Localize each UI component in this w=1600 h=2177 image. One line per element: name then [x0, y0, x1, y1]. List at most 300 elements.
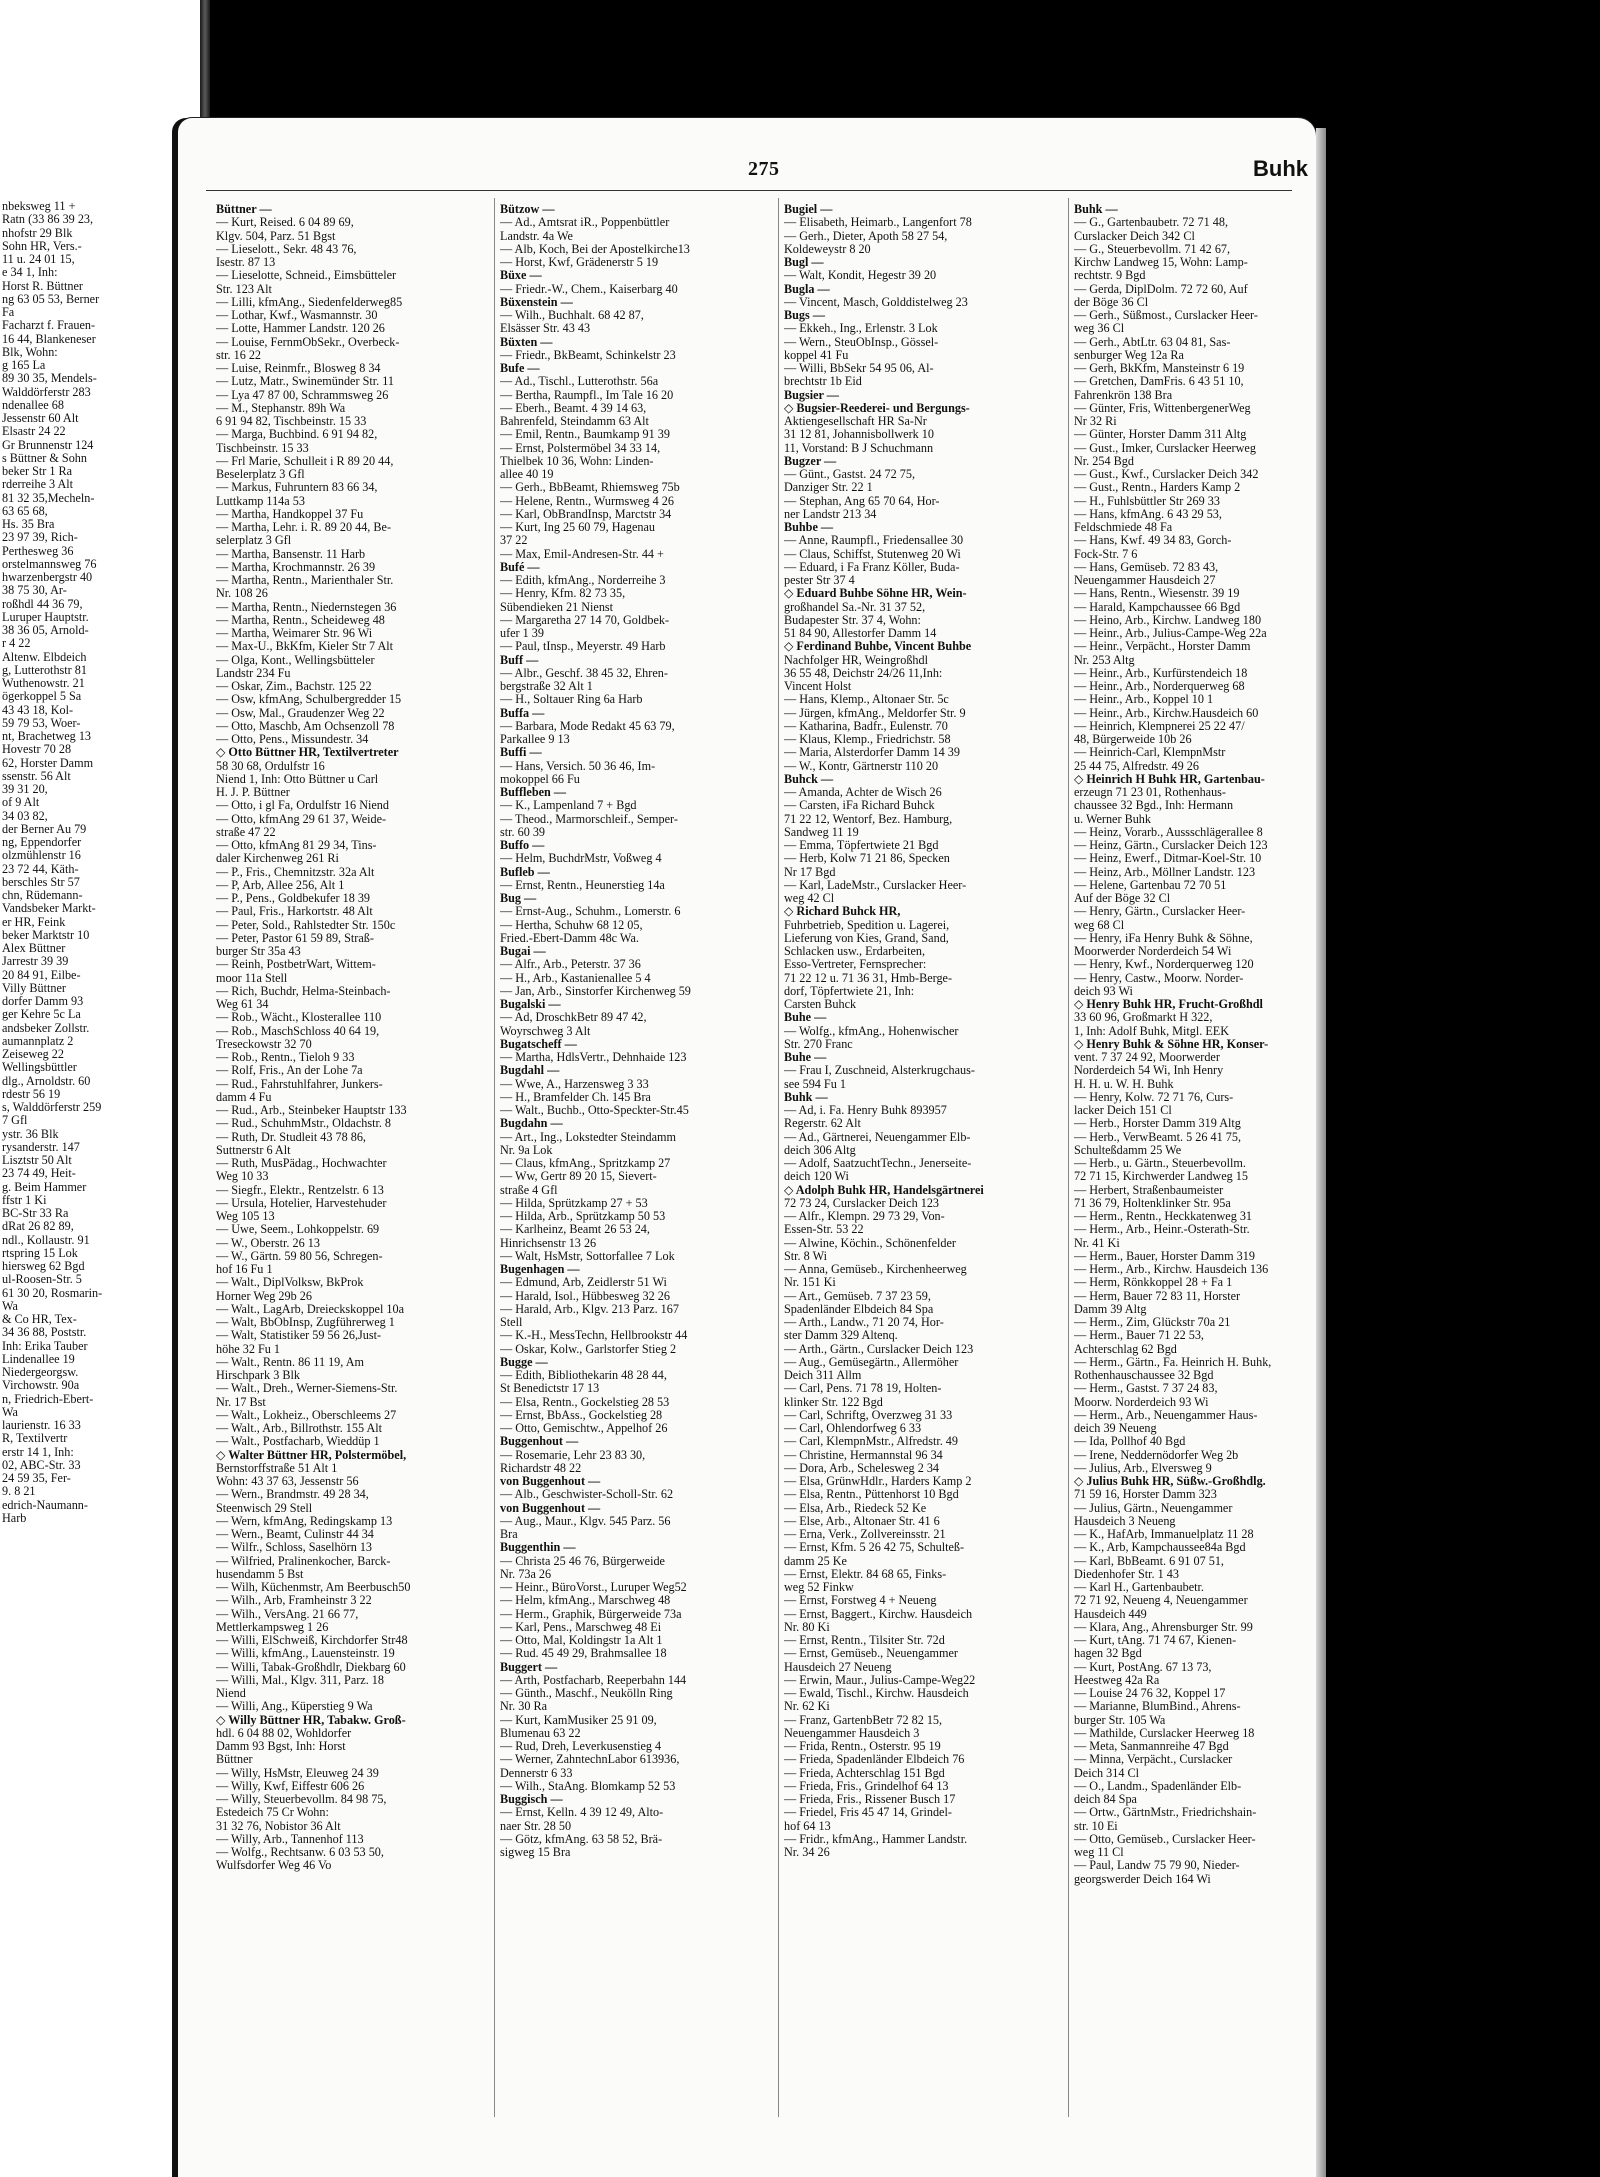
directory-line: Danziger Str. 22 1 — [784, 480, 873, 495]
directory-line: — Hans, Versich. 50 36 46, Im- — [500, 758, 656, 773]
directory-line: 72 71 15, Kirchwerder Landweg 15 — [1074, 1169, 1248, 1184]
directory-line: — M., Stephanstr. 89h Wa — [216, 400, 346, 415]
directory-line: — Elsa, Rentn., Gockelstieg 28 53 — [500, 1394, 670, 1409]
directory-line: Alex Büttner — [2, 941, 66, 955]
directory-line: — Olga, Kont., Wellingsbütteler — [216, 652, 375, 667]
directory-line: Büttner — — [216, 203, 272, 216]
directory-line: r 4 22 — [2, 636, 31, 651]
directory-line: — Herbert, Straßenbaumeister — [1074, 1182, 1224, 1197]
directory-column-4 — [1074, 203, 1304, 1886]
directory-line: von Buggenhout — — [500, 1474, 601, 1488]
column-divider — [494, 198, 495, 2117]
directory-line: Blumenau 63 22 — [500, 1725, 581, 1740]
directory-line: beker Str 1 Ra — [2, 464, 73, 478]
directory-line: — Wilh, Küchenmstr, Am Beerbusch50 — [216, 1580, 411, 1594]
directory-line: str. 60 39 — [500, 824, 546, 839]
directory-line: chn, Rüdemann- — [2, 888, 83, 902]
directory-line: straße 4 Gfl — [500, 1182, 558, 1197]
directory-line: — Karl, LadeMstr., Curslacker Heer- — [784, 877, 967, 892]
directory-line: Nr. 34 26 — [784, 1845, 830, 1859]
directory-line: — Friedr.-W., Chem., Kaiserbarg 40 — [500, 281, 678, 296]
directory-line: nhofstr 29 Blk — [2, 225, 73, 240]
directory-line: Klgv. 504, Parz. 51 Bgst — [216, 228, 336, 243]
directory-line: — Theod., Marmorschleif., Semper- — [500, 811, 678, 826]
directory-line: — Ruth, Dr. Studleit 43 78 86, — [216, 1129, 366, 1144]
directory-line: Buggenthin — — [500, 1540, 576, 1555]
directory-line: Deich 311 Allm — [784, 1368, 862, 1382]
directory-line: sigweg 15 Bra — [500, 1845, 571, 1859]
directory-line: 71 59 16, Horster Damm 323 — [1074, 1487, 1217, 1502]
directory-line: — Walt, Kondit, Hegestr 39 20 — [784, 268, 937, 283]
directory-line: beker Marktstr 10 — [2, 927, 90, 942]
directory-line: — Arth., Gärtn., Curslacker Deich 123 — [784, 1341, 974, 1356]
directory-line: Richardstr 48 22 — [500, 1460, 582, 1475]
directory-line: Horst R. Büttner — [2, 278, 83, 293]
directory-line: — Karlheinz, Beamt 26 53 24, — [500, 1222, 650, 1237]
directory-line: Bützow — — [500, 203, 555, 216]
directory-line: — Irene, Neddernödorfer Weg 2b — [1074, 1447, 1239, 1462]
directory-line: — Karl, ObBrandInsp, Marctstr 34 — [500, 506, 672, 521]
directory-line: — Herm., Gärtn., Fa. Heinrich H. Buhk, — [1074, 1354, 1272, 1369]
directory-line: — Walt., Buchb., Otto-Speckter-Str.45 — [500, 1103, 689, 1117]
directory-line: — Rud., SchuhmMstr., Oldachstr. 8 — [216, 1116, 392, 1131]
directory-line: husendamm 5 Bst — [216, 1566, 304, 1581]
directory-line: Bra — [500, 1527, 518, 1541]
directory-line: Neuengammer Hausdeich 27 — [1074, 573, 1216, 587]
directory-line: — Ernst, Polstermöbel 34 33 14, — [500, 440, 661, 455]
directory-line: — G., Gartenbaubetr. 72 71 48, — [1074, 215, 1229, 230]
directory-line: — Herb., u. Gärtn., Steuerbevollm. — [1074, 1156, 1246, 1170]
directory-line: Neuengammer Hausdeich 3 — [784, 1725, 920, 1740]
directory-line: — Otto, Mal, Koldingstr 1a Alt 1 — [500, 1633, 663, 1647]
directory-line: — Frieda, Achterschlag 151 Bgd — [784, 1765, 945, 1780]
directory-line: — Wwe, A., Harzensweg 3 33 — [500, 1076, 649, 1091]
directory-line: — Luise, Reinmfr., Blosweg 8 34 — [216, 361, 381, 375]
directory-line: — Ekkeh., Ing., Erlenstr. 3 Lok — [784, 321, 938, 336]
directory-line: klinker Str. 122 Bgd — [784, 1394, 883, 1409]
directory-line: hof 64 13 — [784, 1818, 831, 1833]
directory-line: — Ida, Pollhof 40 Bgd — [1074, 1434, 1186, 1449]
directory-line: Deich 314 Cl — [1074, 1765, 1139, 1780]
directory-line: Fried.-Ebert-Damm 48c Wa. — [500, 930, 639, 945]
directory-line: — Wolfg., kfmAng., Hohenwischer — [784, 1023, 959, 1038]
directory-line: — Herm., Arb., Heinr.-Osterath-Str. — [1074, 1222, 1250, 1237]
directory-line: roßhdl 44 36 79, — [2, 596, 83, 611]
page-edge — [1316, 128, 1326, 2177]
directory-line: Büxenstein — — [500, 294, 573, 309]
directory-line: Niedergeorgsw. — [2, 1365, 79, 1379]
directory-line: — Max-U., BkKfm, Kieler Str 7 Alt — [216, 639, 394, 654]
directory-line: — Hans, Klemp., Altonaer Str. 5c — [784, 692, 949, 707]
directory-line: hdl. 6 04 88 02, Wohldorfer — [216, 1725, 352, 1740]
directory-line: — Oskar, Zim., Bachstr. 125 22 — [216, 679, 372, 693]
directory-line: Bugla — — [784, 281, 830, 296]
directory-line: Moorw. Norderdeich 93 Wi — [1074, 1394, 1209, 1409]
directory-line: 71 22 12 u. 71 36 31, Hmb-Berge- — [784, 970, 953, 985]
directory-line: — Frieda, Spadenländer Elbdeich 76 — [784, 1752, 965, 1767]
directory-line: — Art., Gemüseb. 7 37 23 59, — [784, 1288, 931, 1303]
directory-line: — Eberh., Beamt. 4 39 14 63, — [500, 400, 647, 415]
directory-line: hagen 32 Bgd — [1074, 1646, 1142, 1661]
directory-line: Horner Weg 29b 26 — [216, 1288, 312, 1303]
directory-line: — Otto, kfmAng 81 29 34, Tins- — [216, 838, 377, 852]
directory-line: Luruper Hauptstr. — [2, 609, 89, 624]
directory-line: — Alb, Koch, Bei der Apostelkirche13 — [500, 241, 690, 256]
directory-line: — Helm, BuchdrMstr, Voßweg 4 — [500, 851, 662, 866]
directory-line: — Herm., Rentn., Heckkatenweg 31 — [1074, 1209, 1253, 1223]
directory-line: ◇ Heinrich H Buhk HR, Gartenbau- — [1074, 771, 1265, 786]
directory-line: — Alb., Geschwister-Scholl-Str. 62 — [500, 1487, 674, 1502]
directory-line: koppel 41 Fu — [784, 347, 849, 362]
directory-line: — Edith, Bibliothekarin 48 28 44, — [500, 1368, 667, 1382]
directory-line: Sohn HR, Vers.- — [2, 238, 82, 253]
directory-line: H. H. u. W. H. Buhk — [1074, 1076, 1174, 1091]
directory-line: — Gust., Kwf., Curslacker Deich 342 — [1074, 467, 1259, 481]
directory-line: — Katharina, Badfr., Eulenstr. 70 — [784, 718, 948, 733]
directory-line: — P, Arb, Allee 256, Alt 1 — [216, 877, 345, 892]
directory-line: — Willi, BbSekr 54 95 06, Al- — [784, 361, 934, 375]
directory-line: Buhk — — [1074, 203, 1118, 216]
directory-line: Bugai — — [500, 944, 546, 958]
directory-line: — Ww, Gertr 89 20 15, Sievert- — [500, 1169, 657, 1184]
directory-line: Büxe — — [500, 268, 542, 283]
directory-line: — Harald, Arb., Klgv. 213 Parz. 167 — [500, 1301, 679, 1316]
directory-line: Bugs — — [784, 308, 825, 322]
directory-line: ffstr 1 Ki — [2, 1192, 47, 1207]
directory-line: deich 84 Spa — [1074, 1792, 1137, 1806]
directory-line: er HR, Feink — [2, 914, 66, 929]
directory-line: — Rob., Wächt., Klosterallee 110 — [216, 1010, 382, 1025]
directory-line: — Eduard, i Fa Franz Köller, Buda- — [784, 559, 960, 574]
directory-line: Essen-Str. 53 22 — [784, 1222, 864, 1237]
directory-line: — Lieselotte, Schneid., Eimsbütteler — [216, 268, 397, 283]
column-divider — [1068, 198, 1069, 2117]
directory-line: — Willy, Kwf, Eiffestr 606 26 — [216, 1778, 365, 1793]
directory-line: — Lotte, Hammer Landstr. 120 26 — [216, 321, 385, 336]
directory-line: Bufe — — [500, 361, 540, 375]
directory-line: 1, Inh: Adolf Buhk, Mitgl. EEK — [1074, 1023, 1230, 1038]
directory-line: Perthesweg 36 — [2, 543, 74, 558]
directory-line: Nr. 9a Lok — [500, 1142, 553, 1157]
directory-line: — Klara, Ang., Ahrensburger Str. 99 — [1074, 1619, 1253, 1634]
directory-line: — Heinr., Arb., Julius-Campe-Weg 22a — [1074, 626, 1267, 640]
directory-column-2 — [500, 203, 772, 1859]
directory-line: — Herm., Arb., Kirchw. Hausdeich 136 — [1074, 1262, 1269, 1276]
directory-line: Harb — [2, 1510, 27, 1525]
directory-line: 11 u. 24 01 15, — [2, 252, 75, 266]
directory-line: — Markus, Fuhruntern 83 66 34, — [216, 480, 378, 495]
directory-line: — Carl, Schriftg, Overzweg 31 33 — [784, 1407, 953, 1422]
directory-line: Fuhrbetrieb, Spedition u. Lagerei, — [784, 917, 950, 932]
directory-line: — Otto, Gemischtw., Appelhof 26 — [500, 1421, 668, 1435]
directory-line: — W., Oberstr. 26 13 — [216, 1235, 320, 1250]
directory-line: — Gerh., Dieter, Apoth 58 27 54, — [784, 228, 948, 243]
directory-line: 31 12 81, Johannisbollwerk 10 — [784, 427, 934, 442]
directory-line: — Heinr., BüroVorst., Luruper Weg52 — [500, 1580, 687, 1594]
directory-line: Altenw. Elbdeich — [2, 649, 87, 664]
directory-line: — Erwin, Maur., Julius-Campe-Weg22 — [784, 1672, 976, 1687]
directory-line: Villy Büttner — [2, 980, 66, 995]
directory-line: — Aug., Gemüsegärtn., Allermöher — [784, 1354, 959, 1369]
directory-line: — Kurt, Ing 25 60 79, Hagenau — [500, 520, 656, 534]
directory-line: Parkallee 9 13 — [500, 732, 570, 746]
directory-line: Wuthenowstr. 21 — [2, 676, 85, 690]
directory-line: erzeugn 71 23 01, Rothenhaus- — [1074, 785, 1226, 799]
directory-line: — Anne, Raumpfl., Friedensallee 30 — [784, 533, 964, 548]
directory-line: — Ernst, Elektr. 84 68 65, Finks- — [784, 1566, 947, 1581]
directory-line: Inh: Erika Tauber — [2, 1338, 88, 1353]
directory-line: orstelmannsweg 76 — [2, 556, 97, 571]
directory-line: — Siegfr., Elektr., Rentzelstr. 6 13 — [216, 1182, 384, 1197]
directory-line: Sübendieken 21 Nienst — [500, 599, 614, 614]
directory-line: ◇ Ferdinand Buhbe, Vincent Buhbe — [784, 639, 972, 654]
directory-line: hiersweg 62 Bgd — [2, 1259, 85, 1273]
directory-line: Lindenallee 19 — [2, 1351, 75, 1366]
directory-line: — Walt., Lokheiz., Oberschleems 27 — [216, 1407, 397, 1422]
directory-line: — Ernst, Rentn., Tilsiter Str. 72d — [784, 1633, 945, 1647]
directory-line: — Alfr., Klempn. 29 73 29, Von- — [784, 1209, 945, 1223]
directory-line: — Gerh, BkKfm, Mansteinstr 6 19 — [1074, 361, 1245, 375]
directory-line: — Kurt, PostAng. 67 13 73, — [1074, 1659, 1212, 1674]
directory-line: Gr Brunnenstr 124 — [2, 437, 94, 452]
directory-line: — Elsa, Rentn., Püttenhorst 10 Bgd — [784, 1487, 959, 1502]
directory-line: — Alwine, Köchin., Schönenfelder — [784, 1235, 956, 1250]
directory-line: weg 36 Cl — [1074, 321, 1125, 336]
directory-line: — Heinz, Arb., Möllner Landstr. 123 — [1074, 864, 1256, 879]
directory-line: 72 73 24, Curslacker Deich 123 — [784, 1195, 940, 1210]
directory-line: — Kurt, KamMusiker 25 91 09, — [500, 1712, 657, 1727]
directory-line: — Gerh., Süßmost., Curslacker Heer- — [1074, 308, 1258, 322]
directory-line: — Günth., Maschf., Neukölln Ring — [500, 1686, 673, 1700]
directory-line: — Arth, Postfacharb, Reeperbahn 144 — [500, 1672, 687, 1687]
directory-line: — H., Arb., Kastanienallee 5 4 — [500, 970, 651, 985]
directory-line: — Kurt, Reised. 6 04 89 69, — [216, 215, 354, 230]
directory-line: — Ursula, Hotelier, Harvestehuder — [216, 1195, 387, 1210]
directory-line: Hs. 35 Bra — [2, 517, 55, 531]
directory-line: — Hans, kfmAng. 6 43 29 53, — [1074, 506, 1222, 521]
directory-line: Bugdahn — — [500, 1116, 563, 1131]
directory-line: — Erna, Verk., Zollvereinsstr. 21 — [784, 1527, 946, 1541]
directory-line: — Heinrich-Carl, KlempnMstr — [1074, 745, 1226, 760]
directory-line: — Martha, Lehr. i. R. 89 20 44, Be- — [216, 520, 391, 534]
directory-line: Bugatscheff — — [500, 1036, 577, 1051]
directory-line: — Willy, Steuerbevollm. 84 98 75, — [216, 1792, 387, 1806]
directory-line: berschles Str 57 — [2, 874, 80, 889]
directory-line: 20 84 91, Eilbe- — [2, 967, 81, 982]
directory-line: — Rob., MaschSchloss 40 64 19, — [216, 1023, 380, 1038]
directory-line: 33 60 96, Großmarkt H 322, — [1074, 1010, 1213, 1025]
directory-line: ◇ Henry Buhk & Söhne HR, Konser- — [1074, 1036, 1269, 1051]
directory-line: — Hertha, Schuhw 68 12 05, — [500, 917, 643, 932]
directory-line: — Vincent, Masch, Golddistelweg 23 — [784, 294, 968, 309]
directory-line: — Willi, ElSchweiß, Kirchdorfer Str48 — [216, 1633, 408, 1647]
directory-line: Buffi — — [500, 745, 542, 760]
directory-line: — Willi, Mal., Klgv. 311, Parz. 18 — [216, 1672, 384, 1687]
directory-line: — Walt., LagArb, Dreieckskoppel 10a — [216, 1301, 404, 1316]
directory-line: — Carsten, iFa Richard Buhck — [784, 798, 935, 813]
directory-line: — Otto, Maschb, Am Ochsenzoll 78 — [216, 718, 395, 733]
directory-line: Isestr. 87 13 — [216, 255, 276, 269]
directory-line: Jarrestr 39 39 — [2, 954, 69, 969]
directory-line: — Minna, Verpächt., Curslacker — [1074, 1752, 1233, 1767]
directory-line: chaussee 32 Bgd., Inh: Hermann — [1074, 798, 1234, 813]
directory-line: höhe 32 Fu 1 — [216, 1341, 280, 1356]
directory-line: Buhbe — — [784, 520, 834, 534]
directory-line: R, Textilvertr — [2, 1431, 68, 1446]
directory-line: von Buggenhout — — [500, 1500, 601, 1515]
directory-line: Fa — [2, 305, 15, 319]
directory-line: — Martha, Weimarer Str. 96 Wi — [216, 626, 373, 640]
directory-line: 9. 8 21 — [2, 1484, 36, 1499]
directory-line: — Helm, kfmAng., Marschweg 48 — [500, 1593, 671, 1608]
directory-line: — Elsa, Arb., Riedeck 52 Ke — [784, 1500, 927, 1515]
directory-line: rechtstr. 9 Bgd — [1074, 268, 1146, 283]
directory-line: Fock-Str. 7 6 — [1074, 546, 1138, 561]
directory-line: — Hans, Rentn., Wiesenstr. 39 19 — [1074, 586, 1240, 601]
directory-line: — Herb., Horster Damm 319 Altg — [1074, 1116, 1241, 1131]
directory-line: 38 75 30, Ar- — [2, 583, 67, 598]
directory-line: — Osw, kfmAng, Schulbergredder 15 — [216, 692, 402, 707]
directory-line: — Heinz, Gärtn., Curslacker Deich 123 — [1074, 838, 1268, 852]
directory-line: — Christa 25 46 76, Bürgerweide — [500, 1553, 665, 1568]
directory-line: Thielbek 10 36, Wohn: Linden- — [500, 453, 654, 468]
directory-line: — Ernst, BbAss., Gockelstieg 28 — [500, 1407, 663, 1422]
directory-line: str. 16 22 — [216, 347, 262, 362]
directory-line: — Günter, Horster Damm 311 Altg — [1074, 427, 1247, 442]
directory-line: deich 306 Altg — [784, 1142, 856, 1157]
directory-line: Bugsier — — [784, 387, 839, 402]
directory-line: burger Str 35a 43 — [216, 944, 301, 958]
directory-line: Nr. 108 26 — [216, 586, 268, 601]
directory-line: — Fridr., kfmAng., Hammer Landstr. — [784, 1831, 968, 1846]
directory-line: — Hans, Gemüseb. 72 83 43, — [1074, 559, 1219, 574]
directory-line: Buffleben — — [500, 785, 567, 799]
directory-line: Nr. 62 Ki — [784, 1699, 830, 1714]
directory-line: dorfer Damm 93 — [2, 994, 84, 1008]
directory-line: Heestweg 42a Ra — [1074, 1672, 1160, 1687]
directory-line: — Willi, kfmAng., Lauensteinstr. 19 — [216, 1646, 395, 1661]
directory-line: see 594 Fu 1 — [784, 1076, 846, 1091]
directory-line: Hinrichsenstr 13 26 — [500, 1235, 597, 1250]
directory-line: Buggisch — — [500, 1792, 563, 1806]
directory-line: — Emil, Rentn., Baumkamp 91 39 — [500, 427, 670, 442]
directory-line: — Harald, Kampchaussee 66 Bgd — [1074, 599, 1241, 614]
directory-line: — Wilh., Arb, Framheinstr 3 22 — [216, 1593, 372, 1608]
directory-line: — Walt., DiplVolksw, BkProk — [216, 1275, 364, 1290]
directory-line: 23 72 44, Käth- — [2, 861, 79, 876]
directory-line: deich 39 Neueng — [1074, 1421, 1157, 1435]
directory-line: — Herm., Graphik, Bürgerweide 73a — [500, 1606, 682, 1621]
directory-line: — Ad, DroschkBetr 89 47 42, — [500, 1010, 647, 1025]
directory-line: s, Walddörferstr 259 — [2, 1100, 102, 1114]
directory-line: — Alfr., Arb., Peterstr. 37 36 — [500, 957, 641, 972]
directory-line: Nr. 73a 26 — [500, 1566, 552, 1581]
directory-line: Buhe — — [784, 1050, 827, 1064]
directory-line: straße 47 22 — [216, 824, 276, 839]
directory-line: of 9 Alt — [2, 795, 40, 810]
directory-line: Nr. 151 Ki — [784, 1275, 836, 1290]
directory-line: — Gust., Imker, Curslacker Heerweg — [1074, 440, 1256, 455]
directory-line: 37 22 — [500, 533, 528, 548]
directory-line: — Peter, Pastor 61 59 89, Straß- — [216, 930, 374, 945]
directory-line: Bernstorffstraße 51 Alt 1 — [216, 1460, 338, 1475]
directory-line: — Herm., Bauer 71 22 53, — [1074, 1328, 1204, 1343]
directory-line: — Gust., Rentn., Harders Kamp 2 — [1074, 480, 1241, 495]
directory-line: Landstr 234 Fu — [216, 665, 291, 680]
directory-line: ng, Eppendorfer — [2, 835, 82, 849]
directory-line: — Carl, Ohlendorfweg 6 33 — [784, 1421, 922, 1435]
directory-line: 25 44 75, Alfredstr. 49 26 — [1074, 758, 1199, 773]
directory-line: — Gretchen, DamFris. 6 43 51 10, — [1074, 374, 1244, 389]
directory-line: daler Kirchenweg 261 Ri — [216, 851, 339, 866]
header-rule — [206, 190, 1292, 191]
directory-line: — Frieda, Fris., Grindelhof 64 13 — [784, 1778, 949, 1793]
directory-line: rtspring 15 Lok — [2, 1245, 78, 1260]
directory-line: andsbeker Zollstr. — [2, 1020, 90, 1035]
running-head: Buhk — [1253, 156, 1308, 181]
directory-line: — Wilfried, Pralinenkocher, Barck- — [216, 1553, 391, 1568]
directory-line: — Lothar, Kwf., Wasmannstr. 30 — [216, 308, 378, 322]
directory-line: — Christine, Hermannstal 96 34 — [784, 1447, 943, 1462]
directory-line: 81 32 35,Mecheln- — [2, 490, 95, 505]
directory-line: Lieferung von Kies, Grand, Sand, — [784, 930, 949, 945]
directory-line: Vincent Holst — [784, 679, 852, 693]
directory-line: n, Friedrich-Ebert- — [2, 1391, 94, 1406]
directory-line: Achterschlag 62 Bgd — [1074, 1341, 1177, 1356]
directory-line: — Heino, Arb., Kirchw. Landweg 180 — [1074, 612, 1262, 627]
directory-line: deich 120 Wi — [784, 1169, 849, 1184]
directory-line: — Herm., Bauer, Horster Damm 319 — [1074, 1248, 1255, 1263]
directory-line: pester Str 37 4 — [784, 573, 855, 587]
directory-line: — Max, Emil-Andresen-Str. 44 + — [500, 546, 664, 561]
directory-line: — Kurt, tAng. 71 74 67, Kienen- — [1074, 1633, 1237, 1647]
directory-line: Wa — [2, 1298, 18, 1313]
directory-line: — W., Gärtn. 59 80 56, Schregen- — [216, 1248, 383, 1263]
directory-line: — Frieda, Fris., Rissener Busch 17 — [784, 1792, 956, 1806]
directory-line: — Ad., Tischl., Lutterothstr. 56a — [500, 374, 659, 389]
directory-line: 63 65 68, — [2, 503, 48, 518]
directory-line: ufer 1 39 — [500, 626, 544, 640]
directory-line: Bugiel — — [784, 203, 833, 216]
directory-line: — Otto, Pens., Missundestr. 34 — [216, 732, 369, 746]
directory-line: 89 30 35, Mendels- — [2, 371, 97, 386]
directory-page — [178, 118, 1316, 2177]
directory-line: ndenallee 68 — [2, 397, 64, 412]
directory-line: — Herb., VerwBeamt. 5 26 41 75, — [1074, 1129, 1241, 1144]
directory-line: — Herm., Zim, Glückstr 70a 21 — [1074, 1315, 1231, 1329]
directory-line: 6 91 94 82, Tischbeinstr. 15 33 — [216, 414, 367, 428]
directory-line: nt, Brachetweg 13 — [2, 729, 92, 743]
directory-line: — Harald, Isol., Hübbesweg 32 26 — [500, 1288, 670, 1303]
directory-line: — Walt., Rentn. 86 11 19, Am — [216, 1354, 364, 1369]
directory-line: Buggenhout — — [500, 1434, 579, 1449]
directory-line: — Walt, Statistiker 59 56 26,Just- — [216, 1328, 382, 1343]
directory-line: — Willi, Ang., Küperstieg 9 Wa — [216, 1699, 373, 1714]
directory-line: — Martha, Bansenstr. 11 Harb — [216, 546, 366, 561]
directory-line: Schulteßdamm 25 We — [1074, 1142, 1182, 1157]
directory-line: Buggert — — [500, 1659, 558, 1674]
directory-line: — Stephan, Ang 65 70 64, Hor- — [784, 493, 940, 508]
directory-line: 71 36 79, Holtenklinker Str. 95a — [1074, 1195, 1231, 1210]
directory-line: weg 42 Cl — [784, 891, 835, 905]
directory-line: Bahrenfeld, Steindamm 63 Alt — [500, 414, 649, 428]
directory-line: — Oskar, Kolw., Garlstorfer Stieg 2 — [500, 1341, 677, 1356]
directory-line: — Barbara, Mode Redakt 45 63 79, — [500, 718, 675, 733]
directory-line: dRat 26 82 89, — [2, 1219, 74, 1234]
directory-line: — Walt., Dreh., Werner-Siemens-Str. — [216, 1381, 398, 1396]
directory-line: — Edmund, Arb, Zeidlerstr 51 Wi — [500, 1275, 667, 1290]
directory-line: — Herm, Rönkkoppel 28 + Fa 1 — [1074, 1275, 1233, 1290]
